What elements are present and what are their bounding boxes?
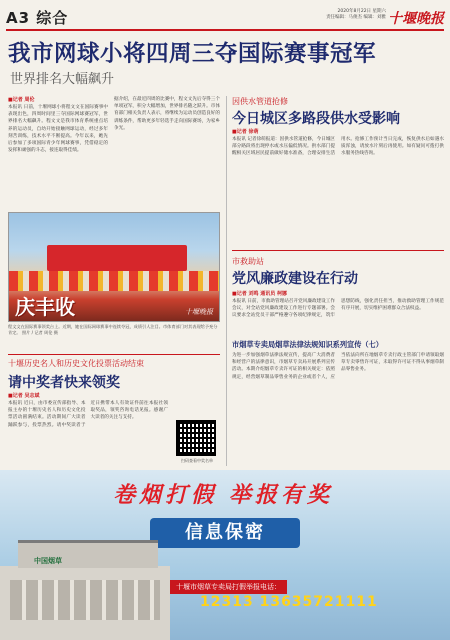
tobacco-title: 市烟草专卖局烟草法律法规知识系列宣传（七） (232, 340, 383, 349)
stage-banner (47, 245, 187, 271)
lead-headline: 我市网球小将四周三夺国际赛事冠军 (8, 41, 377, 67)
culture-byline: ■记者 吴志斌 (8, 393, 40, 399)
date-info (326, 9, 386, 21)
lead-photo-caption: 程文文在国际赛事领奖台上。近期，她在国际网球赛事中连续夺冠，成绩引人注目。市体育部门对其表现给予充分肯定。 照片 / 记者 周伦 摄 (8, 324, 218, 336)
water-kicker: 因供水管道抢修 (232, 97, 288, 106)
culture-title: 请中奖者快来领奖 (8, 375, 120, 391)
divider (8, 354, 220, 355)
building-windows (10, 580, 160, 620)
photo-watermark: 十堰晚报 (185, 308, 213, 316)
rescue-byline: ■记者 刘鸣 通讯员 柯娜 (232, 291, 287, 297)
lead-body-col1: 本报讯 日前，十堰网球小将程文文在国际赛事中表现出色，四周时间里三夺国际网球赛冠军，世界排名大幅飙升。程文文是我市体育系统重点培养的运动员，自幼开始接触网球运动，经过多年刻苦训练，技术水平不断提高。今年以来，她先后参加了多项国际青少年网球赛事，凭借稳定的发挥和顽强的斗志，接连取得佳绩。 (8, 105, 108, 154)
lead-body-col2: 据介绍，在最近四周的比赛中，程文文先后夺得三个单项冠军，积分大幅增加，世界排名随之跃升。市体育部门相关负责人表示，将继续为运动员创造良好的训练条件，帮助更多年轻选手走向国际赛场，为家乡争光。 (114, 97, 220, 131)
newspaper-logo: 十堰晚报 (388, 11, 444, 27)
masthead (6, 3, 444, 31)
water-title: 今日城区多路段供水受影响 (232, 111, 400, 127)
building-sign: 中国烟草 (34, 557, 62, 565)
water-byline: ■记者 徐萌 (232, 129, 259, 135)
culture-kicker: 十堰历史名人和历史文化投票活动结束 (8, 359, 144, 368)
date-line: 2020年8月22日 星期六 (337, 9, 386, 14)
culture-body: 本报讯 近日，由市委宣传部指导、本报主办的十堰历史名人和历史文化投票活动圆满结束。活动期间广大读者踊跃参与，投票热烈。请中奖读者于近日携带本人有效证件前往本报社领取奖品，领奖咨询电话见报。感谢广大读者的关注与支持。 (8, 401, 168, 428)
rescue-title: 党风廉政建设在行动 (232, 271, 358, 287)
ad-subtitle: 信息保密 (150, 518, 300, 548)
column-divider (226, 96, 227, 466)
tobacco-body: 为进一步加强烟草法律法规宣传，提高广大消费者和经营户的法律意识，市烟草专卖局开展系列宣传活动。本期介绍烟草专卖许可证的相关规定：依照规定，经营烟草制品零售业务的企业或者个人，应当依法向所在地烟草专卖行政主管部门申请领取烟草专卖零售许可证，未取得许可证不得从事烟草制品零售业务。 (232, 353, 444, 380)
lead-subhead: 世界排名大幅飙升 (10, 72, 115, 87)
lead-byline: ■记者 周伦 (8, 97, 35, 103)
rescue-body: 本报讯 日前，市救助管理站召开党风廉政建设工作会议，对全站党风廉政建设工作进行专题部署。会议要求全站党员干部严格遵守各项纪律规定，筑牢思想防线，强化责任担当，推动救助管理工作规范有序开展，切实维护困难群众合法权益。 (232, 299, 444, 319)
divider (232, 250, 444, 251)
section-label: A3 综合 (6, 9, 69, 27)
hotline-numbers[interactable]: 12313 13635721111 (200, 594, 378, 610)
photo-banner-text: 庆丰收 (15, 295, 75, 319)
water-body: 本报讯 记者徐萌报道：因供水管道抢修，今日城区部分路段将出现停水或水压偏低情况。供水部门提醒相关区域居民提前做好储水准备，合理安排生活用水。抢修工作预计当日完成，恢复供水后如遇水质浑浊，请放水片刻后再使用。如有疑问可拨打供水服务热线咨询。 (232, 137, 444, 157)
hotline-label: 十堰市烟草专卖局打假举报电话： (170, 580, 287, 594)
editor-line: 责任编辑：马俊杰 编辑：刘雅 (326, 15, 386, 20)
lead-photo (8, 212, 220, 322)
ad-slogan: 卷烟打假 举报有奖 (113, 483, 333, 508)
crowd (9, 271, 220, 291)
anti-counterfeit-ad (0, 470, 450, 640)
qr-code[interactable] (176, 420, 216, 456)
building-image (0, 566, 170, 640)
qr-caption: 扫码查看中奖名单 (181, 458, 213, 463)
rescue-kicker: 市救助站 (232, 257, 264, 266)
